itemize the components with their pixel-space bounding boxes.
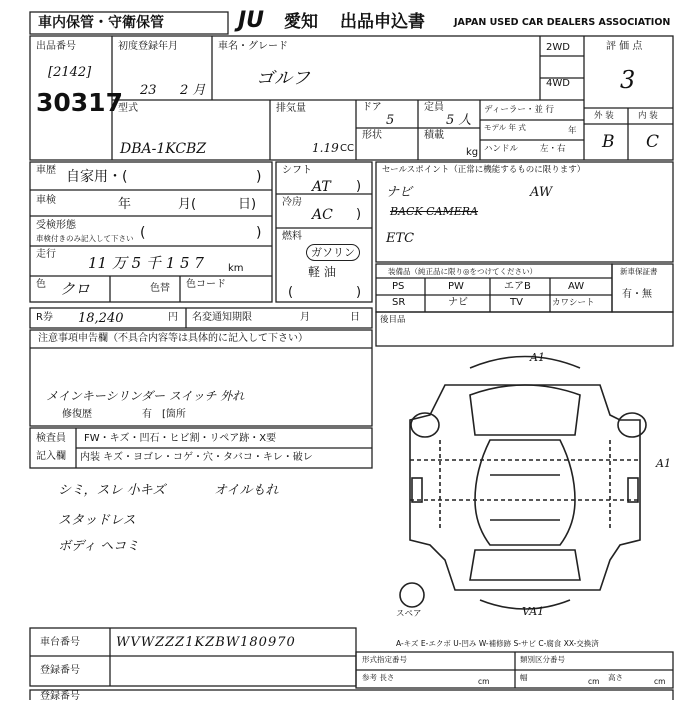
fuel-close: ) — [356, 285, 362, 300]
drive-2wd: 2WD — [546, 42, 570, 53]
warranty-value: 有・無 — [622, 289, 652, 300]
car-name-label: 車名・グレード — [218, 41, 288, 52]
exterior-grade: B — [602, 132, 615, 152]
first-reg-month: 2 月 — [180, 83, 206, 98]
plate-label: 登録番号 — [40, 691, 80, 702]
registration-label: 登録番号 — [40, 665, 80, 676]
equipment-label: 装備品（純正品に限り◎をつけてください） — [388, 267, 538, 276]
damage-mark-front: A1 — [530, 351, 545, 364]
inspection-month: 月( — [178, 197, 197, 212]
equip-navi: ナビ — [448, 297, 468, 308]
aircon-close: ) — [356, 207, 362, 222]
handle-label: ハンドル — [484, 144, 519, 154]
aircon-value: AC — [312, 207, 333, 223]
ref-width-label: 幅 — [520, 673, 528, 682]
dealer-label: ディーラー・並 行 — [484, 105, 555, 115]
selling-point-aw: AW — [530, 185, 553, 200]
displacement-label: 排気量 — [276, 103, 306, 114]
inspector-row-exterior: FW・キズ・凹石・ヒビ割・リペア跡・X要 — [84, 433, 277, 444]
rear-seat-label: 後目品 — [380, 315, 406, 325]
color-change-label: 色替 — [150, 283, 170, 294]
selling-points-label: セールスポイント（正常に機能するものに限ります） — [382, 165, 586, 175]
equip-ps: PS — [392, 281, 405, 292]
inspection-label: 車検 — [36, 195, 56, 206]
inspection-year: 年 — [118, 197, 132, 212]
inspector-entry-label: 記入欄 — [36, 451, 66, 462]
first-reg-label: 初度登録年月 — [118, 41, 178, 52]
capacity-label: 定員 — [424, 102, 444, 113]
first-reg-year: 23 — [140, 83, 157, 98]
storage-badge: 車内保管・守衛保管 — [38, 15, 164, 31]
history-value: 自家用・( — [66, 169, 128, 185]
inspector-label: 検査員 — [36, 433, 66, 444]
kg-unit: kg — [466, 147, 479, 158]
reception-close: ) — [256, 225, 262, 241]
shift-label: シフト — [282, 165, 312, 176]
car-name: ゴルフ — [256, 68, 310, 89]
form-title: 出品申込書 — [340, 12, 425, 32]
interior-label: 内 装 — [638, 111, 658, 121]
repair-history-place: [箇所 — [162, 409, 186, 420]
damage-legend: A-キズ E-エクボ U-凹み W-補修跡 S-サビ C-腐食 XX-交換済 — [396, 639, 599, 648]
interior-grade: C — [646, 132, 660, 152]
lot-number: 30317 — [36, 88, 123, 117]
drive-4wd: 4WD — [546, 78, 570, 89]
color-value: クロ — [60, 280, 91, 298]
notes-line1: メインキーシリンダー スイッチ 外れ — [46, 389, 245, 403]
ref-length-label: 参考 長さ — [362, 673, 395, 682]
inspector-note-body: ボディ ヘコミ — [58, 539, 140, 554]
inspector-note-oil: オイルもれ — [214, 483, 279, 498]
ref-height-label: 高さ — [608, 673, 623, 682]
ju-logo: JU — [238, 8, 265, 33]
color-label: 色 — [36, 279, 46, 290]
chassis-number: WVWZZZ1KZBW180970 — [116, 635, 296, 650]
shape-label: 形状 — [362, 130, 382, 141]
recycle-yen: 円 — [168, 312, 178, 323]
reception-open: ( — [140, 225, 146, 241]
type-class-label: 類別区分番号 — [520, 655, 565, 664]
form-designation-label: 形式指定番号 — [362, 655, 407, 664]
weight-label: 積載 — [424, 130, 444, 141]
mileage-label: 走行 — [36, 249, 56, 260]
history-label: 車歴 — [36, 165, 56, 176]
spare-label: スペア — [396, 609, 422, 619]
equip-leather: カワシート — [552, 298, 595, 308]
handle-value: 左・右 — [540, 144, 566, 154]
selling-point-back-camera: BACK CAMERA — [390, 205, 479, 218]
notice-label: 名変通知期限 — [192, 312, 252, 323]
equip-sr: SR — [392, 297, 406, 308]
recycle-label: R券 — [36, 312, 53, 323]
model-label: 型式 — [118, 103, 138, 114]
equip-tv: TV — [510, 297, 523, 308]
inspection-day: 日) — [238, 197, 257, 212]
inspector-note-studless: スタッドレス — [58, 513, 136, 528]
repair-history-label: 修復歴 — [62, 409, 92, 420]
selling-point-etc: ETC — [386, 231, 415, 246]
model-year-label: モデル 年 式 — [484, 123, 526, 132]
ref-cm-1: cm — [478, 677, 490, 686]
color-code-label: 色コード — [186, 279, 226, 290]
ref-cm-2: cm — [588, 677, 600, 686]
repair-history-value: 有 — [142, 409, 152, 420]
history-close: ) — [256, 169, 262, 185]
org-name: 愛知 — [284, 12, 318, 32]
chassis-label: 車台番号 — [40, 637, 80, 648]
exterior-label: 外 装 — [594, 111, 614, 121]
fuel-label: 燃料 — [282, 231, 302, 242]
ref-cm-3: cm — [654, 677, 666, 686]
equip-pw: PW — [448, 281, 464, 292]
capacity-value: 5 人 — [446, 113, 472, 128]
lot-label: 出品番号 — [36, 41, 76, 52]
notice-month: 月 — [300, 312, 310, 323]
warranty-label: 新車保証書 — [620, 267, 658, 276]
doors-value: 5 — [386, 113, 395, 128]
rating-label: 評 価 点 — [606, 41, 643, 52]
association-name: JAPAN USED CAR DEALERS ASSOCIATION — [454, 17, 671, 28]
lot-sub-number: [2142] — [48, 65, 92, 80]
recycle-value: 18,240 — [78, 311, 124, 326]
equip-aw: AW — [568, 281, 585, 292]
rating-score: 3 — [620, 66, 636, 94]
reception-note: 車検付きのみ記入して下さい — [36, 234, 134, 243]
inspector-note-stain: シミ，スレ 小キズ — [58, 483, 166, 498]
damage-mark-rear: VA1 — [522, 605, 545, 618]
inspector-row-interior: 内装 キズ・ヨゴレ・コゲ・穴・タバコ・キレ・破レ — [80, 452, 313, 463]
model-code: DBA-1KCBZ — [120, 141, 207, 157]
car-diagram — [400, 357, 646, 610]
mileage-unit: km — [228, 263, 244, 274]
fuel-gasoline: ガソリン — [306, 244, 360, 261]
year-unit: 年 — [568, 126, 577, 136]
aircon-label: 冷房 — [282, 197, 302, 208]
doors-label: ドア — [362, 102, 382, 113]
notes-label: 注意事項申告欄（不具合内容等は具体的に記入して下さい） — [38, 333, 308, 344]
cc-unit: CC — [340, 143, 354, 154]
equip-airbag: エアB — [504, 281, 531, 292]
damage-mark-right: A1 — [656, 457, 671, 470]
displacement-value: 1.19 — [312, 141, 339, 155]
notice-day: 日 — [350, 312, 360, 323]
shift-value: AT — [312, 179, 331, 195]
fuel-diesel: 軽 油 — [308, 265, 336, 279]
fuel-open: ( — [288, 285, 294, 300]
selling-point-navi: ナビ — [386, 185, 413, 200]
shift-close: ) — [356, 179, 362, 194]
mileage-value: 11 万 5 千 1 5 7 — [88, 254, 204, 272]
reception-label: 受検形態 — [36, 220, 76, 231]
